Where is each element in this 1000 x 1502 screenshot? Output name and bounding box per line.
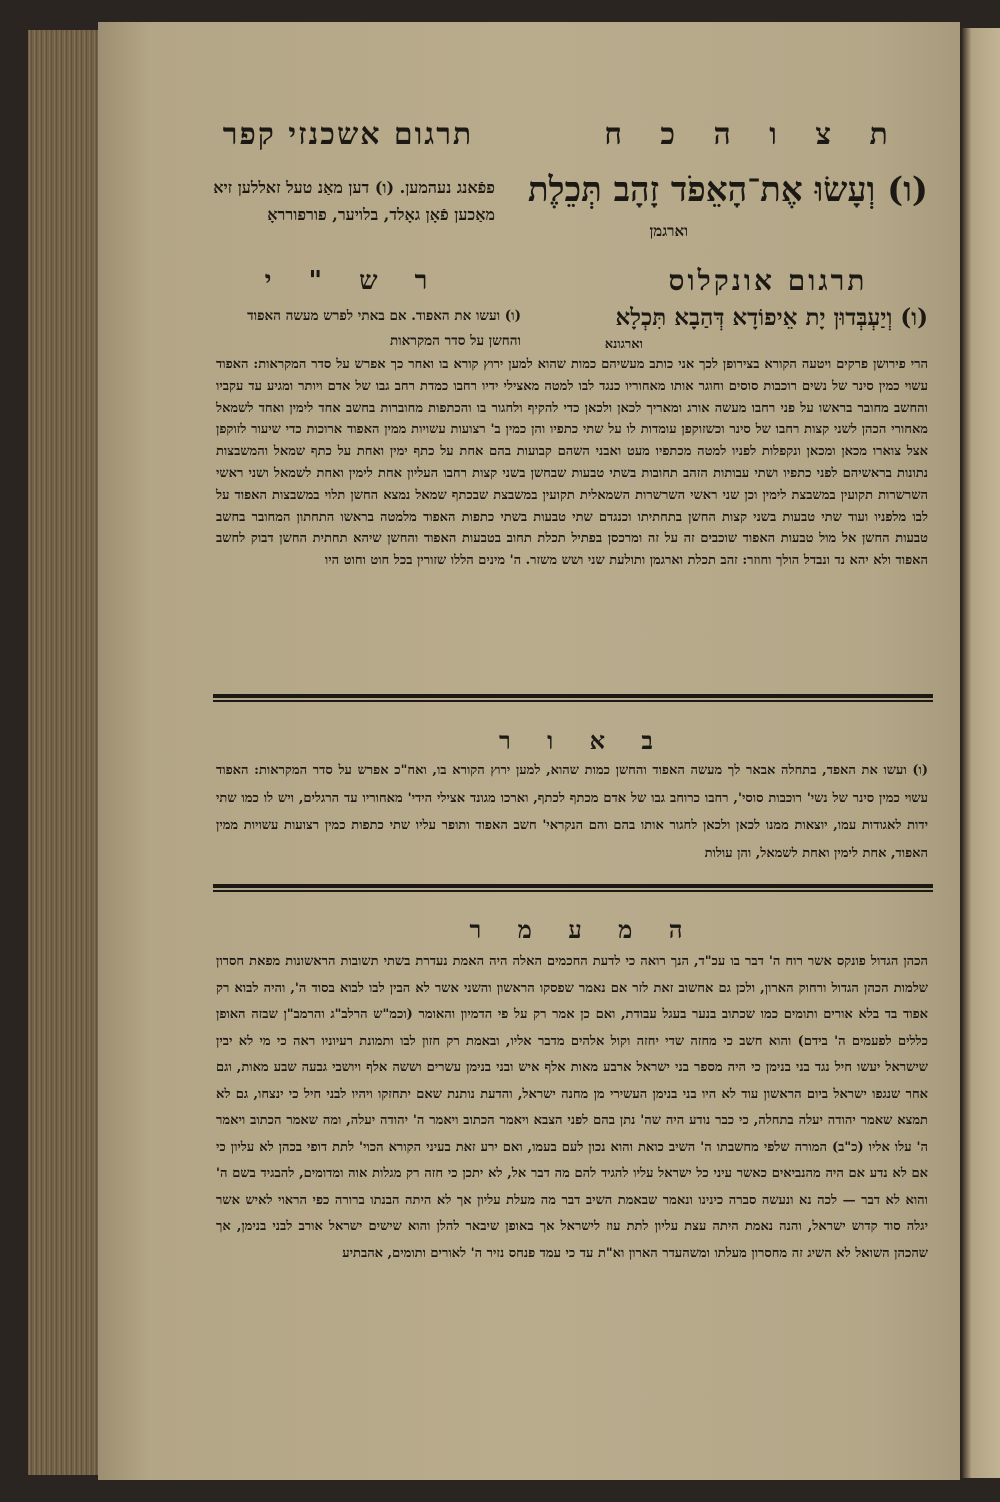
- onkelos-text: (ו) וְיַעְבְּדוּן יָת אֵיפוֹדָא דְּהַבָא תִּכְלָא: [615, 304, 928, 331]
- meamer-commentary: הכהן הגדול פונקס אשר רוח ה' דבר בו עכ"ד, הנך רואה כי לדעת החכמים האלה היה האמת נעדרת בשתי תשובות הראשונות מפאת חסרון שלמות הכהן הגדול ורחוק הארון, ולכן גם אחשוב זאת לזר אם נאמר שפסקו הראשון והשני אשר לא הבין לבו לבוא בסוד ה', והיה לבוא רק אפוד בד בלא אורים ותומים כמו שכתוב בנער בעגל עבודת, ואם כן אמר רק על פי הדמיון והאומר (וכמ"ש הרלב"ג והרמב"ן שבזה האופן כללים לפעמים ה' בידם) והוא חשב כי מחזה שדי יחזה וקול אלהים מדבר אליו, ובאמת רק חזון לבו ותמונת רעיוניו ראה כי מי לא יבין שישראל יעשו חיל נגד בני בנימן כי היה מספר בני ישראל ארבע מאות אלף איש ובני בנימן עשרים וששה אלף ויושבי גבעה שבע מאות, וגם אחר שנגפו ישראל ביום הראשון עוד לא היו בני בנימן העשירי מן מחנה ישראל, והדעת נותנת שאם יתחזקו ויהיו לבני חיל כי ינצחו, גם לא תמצא שאמר יהודה יעלה בתחלה, כי כבר נודע היה שה' נתן בהם לפני הצבא ויאמר הכתוב ויאמר ה' יהודה יעלה, ומה שאמר הכתוב ויאמר ה' עלו אליו (כ"ב) המורה שלפי מחשבתו ה' השיב כואת והוא נכון לעם בעמו, ואם ירע זאת בעיני הקורא הכוי' לתת דופי בכהן לא עליון כי אם לא נדע אם היה מהנביאים כאשר עיני כל ישראל עליו להגיד להם מה דבר אל, לא יתכן כי חזה רק מגלות אוה ומדומים, להבגיד בשם ה' והוא לא דבר — לכה נא ונעשה סברה כינינו ונאמר שבאמת השיב דבר מה מעלת עליון אך לא היתה הבנתו ברורה כפי הראוי לאיש אשר יגלה סוד קדוש ישראל, והנה נאמת היתה עצת עליון לתת עוז לישראל אך באופן שיבאר להלן והוא שישים ישראל אורב לבני בנימן, אך שהכהן השואל לא השיג זה מחסרון מעלתו ומשהעדר הארון וא"ת עד כי עמד פנחס נזיר ה' לאורים ותומים, אהבתיע: [216, 954, 928, 1261]
- header-title-parsha: ת צ ו ה כ ח: [604, 117, 902, 152]
- biur-title: ב א ו ר: [499, 726, 667, 755]
- facing-page-edge: [962, 28, 1000, 1478]
- rashi-heading-text: (ו) ועשו את האפוד. אם באתי לפרש מעשה האפוד והחשן על סדר המקראות: [247, 308, 521, 349]
- divider-rule: [213, 884, 933, 888]
- verse-text: (ו) וְעָשׂוּ אֶת־הָאֵפֹד זָהָב תְּכֵלֶת: [527, 170, 928, 210]
- divider-rule-thin: [213, 700, 933, 702]
- book-page-edges: [28, 30, 100, 1475]
- biur-commentary: (ו) ועשו את האפד, בתחלה אבאר לך מעשה האפוד והחשן כמות שהוא, למען ירוץ הקורא בו, ואח"כ אפרש על סדר המקראות: האפוד עשוי כמין סינר של נשי' רוכבות סוסי', רחבו כרוחב גבו של אדם מכתף לכתף, וארכו מגונד אצילי הידי' מאחוריו עד הרגלים, ויש לו כמו שתי ידות לאגודות עמו, יוצאות ממנו לכאן ולכאן לחגור אותו בהם והם הנקראי' חשב האפוד ותופר עליו שתי כתפות כמין רצועות עשויות ממין האפוד, אחת לימין ואחת לשמאל, והן עולות: [216, 763, 928, 861]
- divider-rule: [213, 694, 933, 698]
- onkelos-continuation: וארגונא: [604, 337, 643, 352]
- book-page: [98, 22, 960, 1480]
- onkelos-title: תרגום אונקלוס: [668, 264, 868, 297]
- rashi-commentary: הרי פירושן פרקים ויטעה הקורא בצירופן לכך אני כותב מעשיהם כמות שהוא למען ירוץ קורא בו ואחר כך אפרש על סדר המקראות: האפוד עשוי כמין סינר של נשים רוכבות סוסים וחוגר אותו מאחוריו כנגד לבו למטה מאצילי ידיו רחבו כמדת רחב גבו של אדם ויותר ומגיע עד עקביו והחשב מחובר בראשו על פני רחבו מעשה אורג ומאריך לכאן ולכאן כדי להקיף ולחגור בו והכתפות מחוברות בחשב אחד לימין ואחד לשמאל מאחורי הכהן לשני קצות רחבו של סינר וכשזוקפן עומדות לו על שתי כתפיו והן כמין ב' רצועות עשויות ממין האפוד ארוכות כדי שיעור לזוקפן אצל צוארו מכאן ומכאן ונקפלות לפניו למטה מכתפיו מעט ואבני השהם קבועות בהם אחת על כתף ימין ואחת על כתף שמאל והמשבצות נתונות בראשיהם לפני כתפיו ושתי עבותות הזהב תחובות בשתי טבעות שבחשן בשני קצות רחבו העליון אחת לימין ואחת לשמאל ושני ראשי השרשרות תקועין במשבצת לימין וכן שני ראשי השרשרות השמאלית תקועין במשבצת שבכתף שמאל נמצא החשן תלוי במשבצות האפוד על לבו מלפניו ועוד שתי טבעות בשני קצות החשן בתחתיתו וכנגדם שתי טבעות בשתי כתפות האפוד מלמטה בראשו התחתון המחובר בחשב טבעות החשן אל מול טבעות האפוד שוכבים זה על זה ומרכסן בפתיל תכלת תחוב בטבעות האפוד והחשן שיהא תחתית החשן דבוק לחשב האפוד ולא יהא נד ונבדל הולך וחוזר: זהב תכלת וארגמן ותולעת שני ושש משזר. ה' מינים הללו שזורין בכל חוט וחוט היו: [216, 357, 929, 569]
- verse-continuation: וארגמן: [649, 222, 688, 240]
- divider-rule-thin: [213, 890, 933, 892]
- meamer-title: ה מ ע מ ר: [469, 915, 697, 944]
- ashkenazi-translation: פפֿאנג נעהמען. (ו) דען מאַנ טעל זאללען זיא מאַכען פֿאָן גאָלד, בלויער, פורפורראָ: [213, 178, 495, 224]
- rashi-title: ר ש " י: [264, 266, 442, 296]
- header-title-ashkenazi: תרגום אשכנזי קפר: [222, 117, 474, 152]
